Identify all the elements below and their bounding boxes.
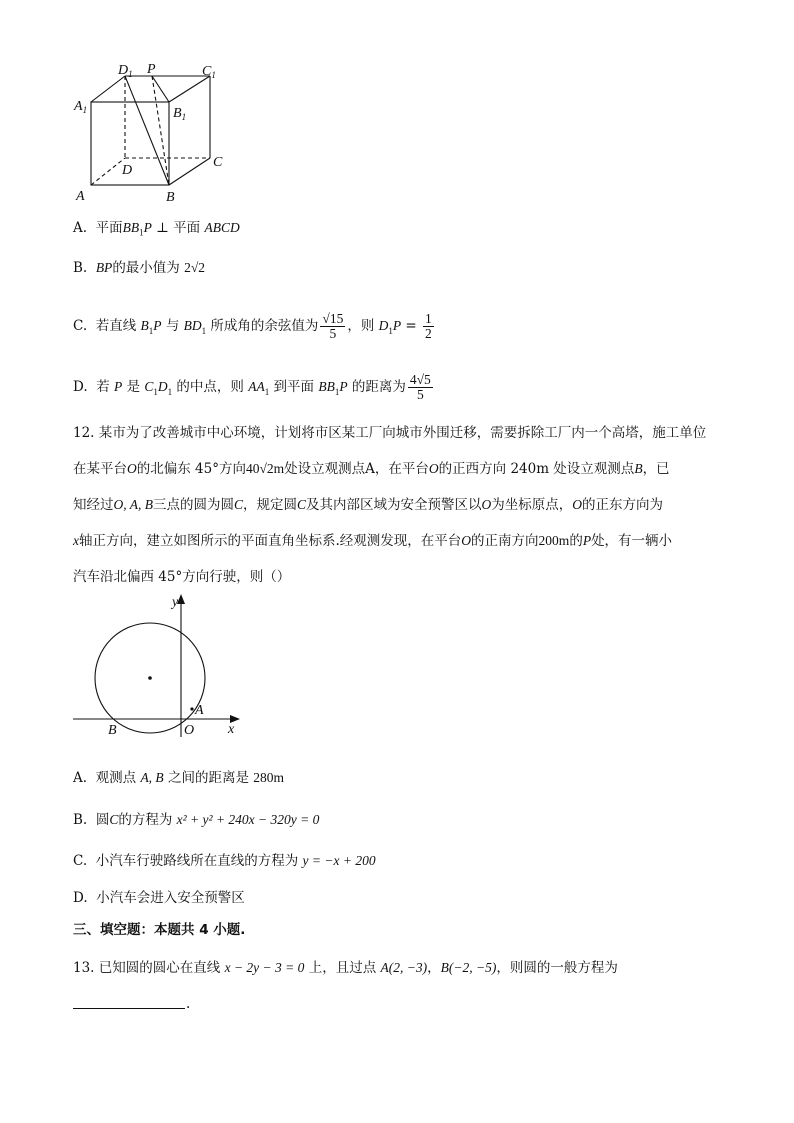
q13-period: . <box>186 996 191 1012</box>
label-point-b: B <box>108 723 117 738</box>
q12-line-5: 汽车沿北偏西 45°方向行驶，则（） <box>73 569 291 585</box>
label-P: P <box>147 62 156 77</box>
label-origin-o: O <box>184 723 195 738</box>
q11-option-a: A. 平面$BB_1P$ ⊥ 平面 ABCD <box>73 220 240 238</box>
label-A: A <box>76 189 85 204</box>
cube-figure <box>70 60 230 210</box>
q12-line-4: x轴正方向，建立如图所示的平面直角坐标系.经观测发现，在平台O的正南方向200m的P处，有一辆小 <box>73 533 673 549</box>
q12-line-3: 知经过O, A, B三点的圆为圆C，规定圆C及其内部区域为安全预警区以O为坐标原点，O的正东方向为 <box>73 497 664 513</box>
label-A1: $A_1$ <box>74 99 88 115</box>
label-B: B <box>166 190 175 205</box>
label-C: C <box>213 155 223 170</box>
label-B1: $B_1$ <box>173 106 187 122</box>
q12-line-2: 在某平台O的北偏东 45°方向40√2m处设立观测点A，在平台O的正西方向 240m 处设立观测点B，已 <box>73 461 670 477</box>
q12-option-d: D. 小汽车会进入安全预警区 <box>73 890 245 906</box>
label-x-axis: x <box>228 722 235 737</box>
q11-option-d: D. 若 P 是 $C_1D_1$ 的中点，则 $AA_1$ 到平面 $BB_1P$ 的距离为 $\frac{4√5}{5}$ <box>73 372 431 403</box>
q12-option-b: B. 圆C的方程为 x² + y² + 240x − 320y = 0 <box>73 812 320 828</box>
q12-option-c: C. 小汽车行驶路线所在直线的方程为 y = −x + 200 <box>73 853 376 869</box>
q12-line-1: 12. 某市为了改善城市中心环境，计划将市区某工厂向城市外围迁移，需要拆除工厂内一个高塔，施工单位 <box>73 425 707 441</box>
q11-option-b: B. BP的最小值为 2√2 <box>73 260 206 276</box>
label-C1: $C_1$ <box>202 64 216 80</box>
q13-answer-blank[interactable] <box>73 1008 185 1009</box>
q12-option-a: A. 观测点 A, B 之间的距离是 280m <box>73 770 285 786</box>
q12-stem <box>73 415 723 595</box>
label-point-a: A <box>195 703 204 718</box>
section-3-heading: 三、填空题：本题共 4 小题. <box>73 922 246 938</box>
label-y-axis: y <box>172 595 179 610</box>
label-D1: $D_1$ <box>118 63 133 79</box>
label-D: D <box>122 163 133 178</box>
q11-option-c: C. 若直线 $B_1P$ 与 $BD_1$ 所成角的余弦值为 $\frac{√15}{5}$ ，则 $D_1P$ = $\frac{1}{2}$ <box>73 311 432 342</box>
circle-graph <box>68 592 248 740</box>
q13-stem: 13. 已知圆的圆心在直线 x − 2y − 3 = 0 上，且过点 A(2, −3)，B(−2, −5)，则圆的一般方程为 <box>73 960 618 976</box>
